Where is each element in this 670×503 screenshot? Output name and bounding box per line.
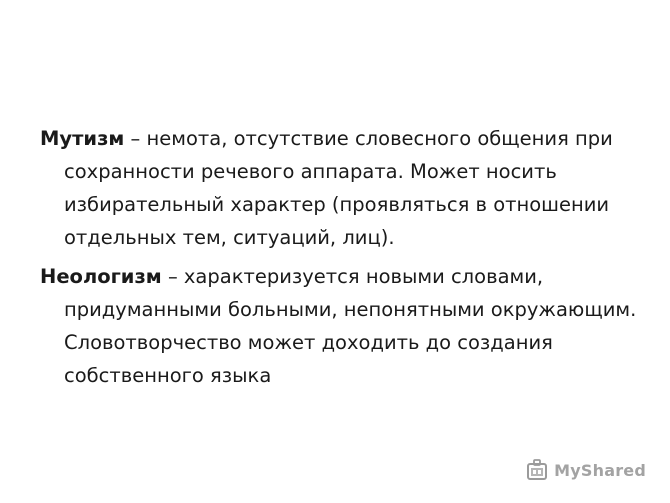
definition-text: – немота, отсутствие словесного общения при сохранности речевого аппарата. Может носить избирательный характер (проявляться в отношении отдельных тем, ситуаций, лиц). — [64, 127, 613, 249]
myshared-logo-icon — [525, 458, 549, 482]
watermark-text: MyShared — [554, 460, 646, 480]
definition-text: – характеризуется новыми словами, придуманными больными, непонятными окружающим. Словотворчество может доходить до создания собственного языка — [64, 265, 637, 387]
term-label: Неологизм — [40, 265, 162, 288]
term-label: Мутизм — [40, 127, 125, 150]
definition-neologism — [40, 260, 650, 392]
definition-mutism — [40, 122, 650, 254]
myshared-watermark — [525, 457, 646, 483]
slide-content — [40, 122, 650, 398]
